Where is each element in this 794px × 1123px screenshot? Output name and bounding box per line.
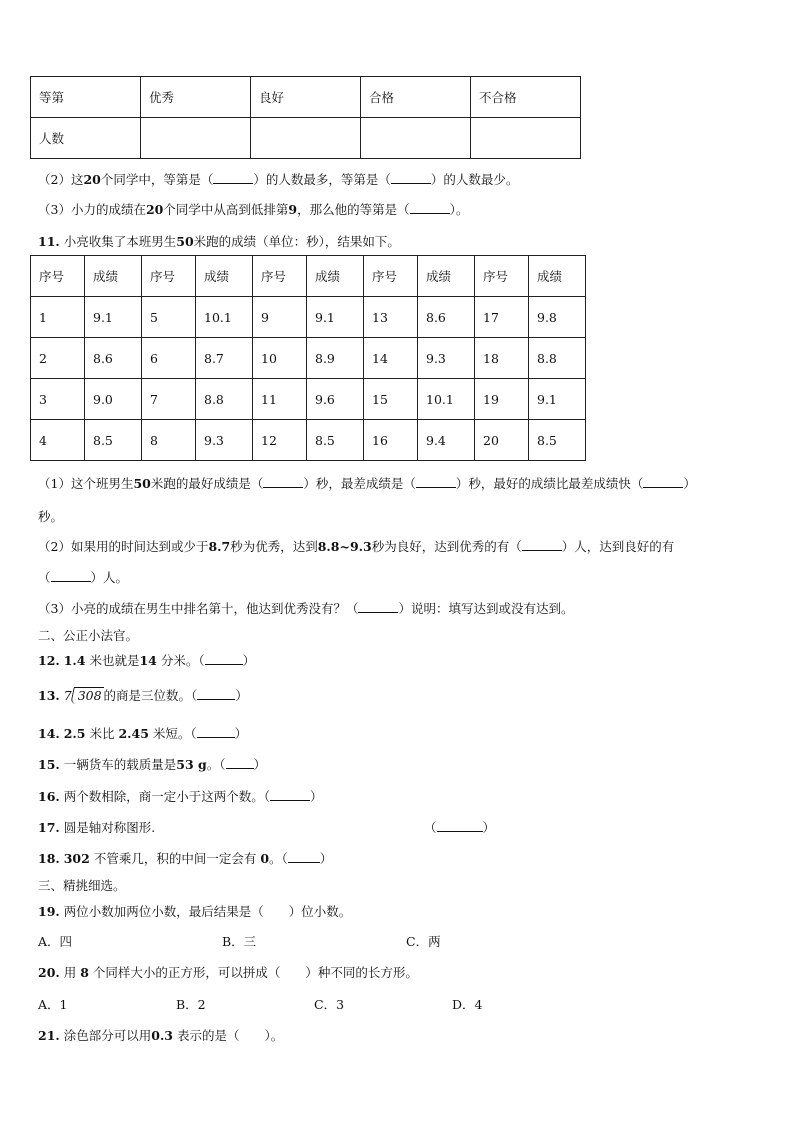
question-14: 14. 2.5 米比 2.45 米短。（ ） xyxy=(38,726,248,741)
q10-part3: （3）小力的成绩在20个同学中从高到低排第9，那么他的等第是（ ）。 xyxy=(38,202,469,217)
table-cell: 8.9 xyxy=(307,338,364,379)
table-row xyxy=(31,77,581,118)
table-cell: 16 xyxy=(364,420,418,461)
table-header-cell: 序号 xyxy=(475,256,529,297)
table-row xyxy=(31,118,581,159)
table-cell: 8.5 xyxy=(529,420,586,461)
section-title: 二、公正小法官。 xyxy=(38,628,139,643)
table-header-cell: 成绩 xyxy=(307,256,364,297)
q11-part1-line2: 秒。 xyxy=(38,509,64,524)
q11-part3: （3）小亮的成绩在男生中排名第十，他达到优秀没有？（ ）说明：填写达到或没有达到。 xyxy=(38,601,574,616)
table-cell: 人数 xyxy=(31,118,141,159)
table-cell: 9.1 xyxy=(307,297,364,338)
question-18: 18. 302 不管乘几，积的中间一定会有 0。（ ） xyxy=(38,851,333,866)
option-c[interactable]: C．3 xyxy=(314,997,345,1012)
question-13: 13. 7 308 的商是三位数。（ ） xyxy=(38,688,248,703)
question-11: 11. 小亮收集了本班男生50米跑的成绩（单位：秒），结果如下。 xyxy=(38,234,400,249)
table-cell: 14 xyxy=(364,338,418,379)
answer-blank[interactable] xyxy=(437,831,483,832)
table-header-cell: 序号 xyxy=(142,256,196,297)
table-cell: 10.1 xyxy=(418,379,475,420)
table-cell: 2 xyxy=(31,338,85,379)
question-21: 21. 涂色部分可以用0.3 表示的是（ ）。 xyxy=(38,1028,284,1043)
table-cell: 9.8 xyxy=(529,297,586,338)
dividend: 308 xyxy=(77,688,102,703)
table-cell: 13 xyxy=(364,297,418,338)
table-cell: 8.8 xyxy=(196,379,253,420)
table-cell: 8.5 xyxy=(307,420,364,461)
question-17-answer: （ ） xyxy=(424,820,496,835)
table-cell: 8.6 xyxy=(418,297,475,338)
table-cell: 8 xyxy=(142,420,196,461)
q10-part2: （2）这20个同学中，等第是（ ）的人数最多，等第是（ ）的人数最少。 xyxy=(38,172,519,187)
table-cell: 11 xyxy=(253,379,307,420)
table-cell: 不合格 xyxy=(471,77,581,118)
table-cell: 良好 xyxy=(251,77,361,118)
question-16: 16. 两个数相除，商一定小于这两个数。（ ） xyxy=(38,789,323,804)
answer-cell[interactable] xyxy=(471,118,581,159)
table-cell: 合格 xyxy=(361,77,471,118)
table-header-cell: 序号 xyxy=(364,256,418,297)
table-cell: 9 xyxy=(253,297,307,338)
table-cell: 9.6 xyxy=(307,379,364,420)
table-header-cell: 序号 xyxy=(31,256,85,297)
answer-cell[interactable] xyxy=(141,118,251,159)
answer-blank[interactable] xyxy=(288,862,320,863)
answer-cell[interactable] xyxy=(251,118,361,159)
answer-blank[interactable] xyxy=(226,768,254,769)
answer-blank[interactable] xyxy=(270,800,310,801)
question-15: 15. 一辆货车的载质量是53 g。（ ） xyxy=(38,757,267,772)
question-20: 20. 用 8 个同样大小的正方形，可以拼成（ ）种不同的长方形。 xyxy=(38,965,418,980)
table-cell: 18 xyxy=(475,338,529,379)
score-table xyxy=(30,255,586,461)
table-header-cell: 序号 xyxy=(253,256,307,297)
answer-blank[interactable] xyxy=(410,213,450,214)
q11-part2-line2: （ ）人。 xyxy=(38,570,129,585)
table-cell: 9.4 xyxy=(418,420,475,461)
answer-blank[interactable] xyxy=(416,487,456,488)
table-cell: 19 xyxy=(475,379,529,420)
table-cell: 8.8 xyxy=(529,338,586,379)
table-header-cell: 成绩 xyxy=(529,256,586,297)
table-header-cell: 成绩 xyxy=(85,256,142,297)
option-b[interactable]: B．三 xyxy=(222,934,257,949)
table-cell: 9.1 xyxy=(85,297,142,338)
table-cell: 10.1 xyxy=(196,297,253,338)
answer-blank[interactable] xyxy=(197,737,235,738)
table-cell: 15 xyxy=(364,379,418,420)
table-header-cell: 成绩 xyxy=(418,256,475,297)
option-a[interactable]: A．四 xyxy=(38,934,73,949)
question-19: 19. 两位小数加两位小数，最后结果是（ ）位小数。 xyxy=(38,904,352,919)
table-cell: 8.6 xyxy=(85,338,142,379)
answer-blank[interactable] xyxy=(197,699,235,700)
option-b[interactable]: B．2 xyxy=(176,997,206,1012)
table-cell: 4 xyxy=(31,420,85,461)
question-12: 12. 1.4 米也就是14 分米。（ ） xyxy=(38,653,256,668)
table-cell: 9.3 xyxy=(418,338,475,379)
answer-blank[interactable] xyxy=(391,183,431,184)
table-cell: 6 xyxy=(142,338,196,379)
option-d[interactable]: D．4 xyxy=(452,997,483,1012)
section-title: 三、精挑细选。 xyxy=(38,878,126,893)
table-header-cell: 成绩 xyxy=(196,256,253,297)
divisor: 7 xyxy=(63,688,72,703)
table-cell: 8.7 xyxy=(196,338,253,379)
table-cell: 等第 xyxy=(31,77,141,118)
table-cell: 9.3 xyxy=(196,420,253,461)
table-cell: 3 xyxy=(31,379,85,420)
table-cell: 20 xyxy=(475,420,529,461)
table-row xyxy=(31,379,586,420)
table-cell: 10 xyxy=(253,338,307,379)
answer-blank[interactable] xyxy=(51,581,91,582)
table-row xyxy=(31,297,586,338)
answer-cell[interactable] xyxy=(361,118,471,159)
answer-blank[interactable] xyxy=(522,550,562,551)
table-row xyxy=(31,420,586,461)
answer-blank[interactable] xyxy=(205,664,243,665)
answer-blank[interactable] xyxy=(358,612,398,613)
table-cell: 9.0 xyxy=(85,379,142,420)
answer-blank[interactable] xyxy=(213,183,253,184)
answer-blank[interactable] xyxy=(263,487,303,488)
question-17: 17. 圆是轴对称图形. xyxy=(38,820,156,835)
grade-table xyxy=(30,76,581,159)
option-c[interactable]: C．两 xyxy=(406,934,441,949)
table-cell: 优秀 xyxy=(141,77,251,118)
long-division-bracket xyxy=(74,687,104,703)
table-cell: 17 xyxy=(475,297,529,338)
q11-part2: （2）如果用的时间达到或少于8.7秒为优秀，达到8.8~9.3秒为良好，达到优秀的有（ ）人，达到良好的有 xyxy=(38,539,675,554)
table-cell: 7 xyxy=(142,379,196,420)
table-row xyxy=(31,256,586,297)
table-cell: 9.1 xyxy=(529,379,586,420)
answer-blank[interactable] xyxy=(643,487,683,488)
table-cell: 12 xyxy=(253,420,307,461)
option-a[interactable]: A．1 xyxy=(38,997,68,1012)
table-row xyxy=(31,338,586,379)
table-cell: 8.5 xyxy=(85,420,142,461)
table-cell: 1 xyxy=(31,297,85,338)
table-cell: 5 xyxy=(142,297,196,338)
q11-part1: （1）这个班男生50米跑的最好成绩是（ ）秒，最差成绩是（ ）秒，最好的成绩比最差成绩快（ ） xyxy=(38,476,696,491)
